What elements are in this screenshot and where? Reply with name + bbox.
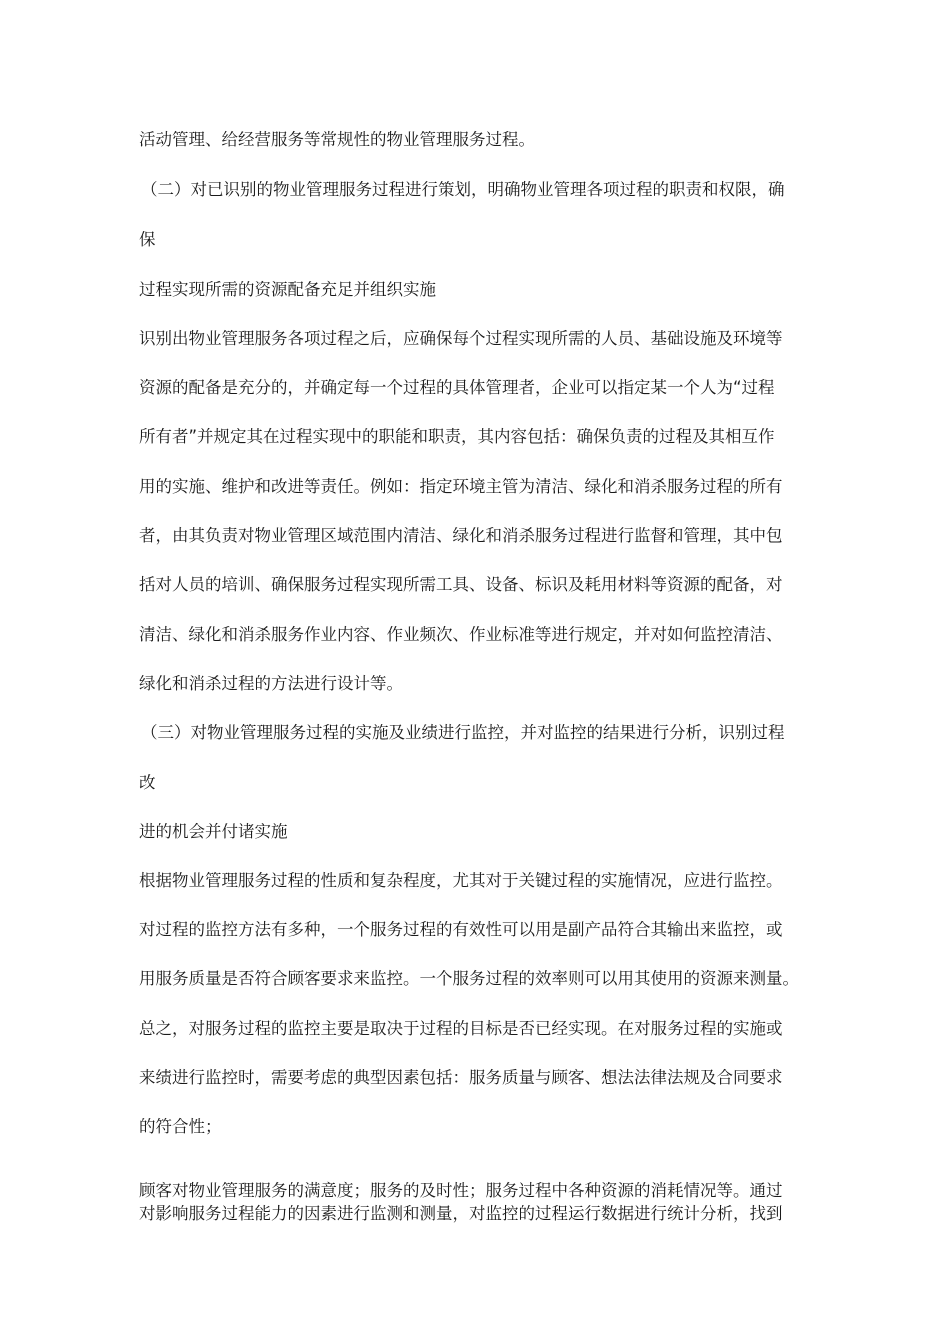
text-line: 活动管理、给经营服务等常规性的物业管理服务过程。: [139, 130, 535, 149]
text-line: 用服务质量是否符合顾客要求来监控。一个服务过程的效率则可以用其使用的资源来测量。: [139, 969, 799, 988]
text-line: 过程实现所需的资源配备充足并组织实施: [139, 280, 436, 299]
text-line: 括对人员的培训、确保服务过程实现所需工具、设备、标识及耗用材料等资源的配备，对: [139, 575, 783, 594]
text-line: 改: [139, 773, 156, 792]
text-line: 者，由其负责对物业管理区域范围内清洁、绿化和消杀服务过程进行监督和管理，其中包: [139, 526, 783, 545]
text-line: 所有者”并规定其在过程实现中的职能和职责，其内容包括：确保负责的过程及其相互作: [139, 427, 775, 446]
text-line: 来绩进行监控时，需要考虑的典型因素包括：服务质量与顾客、想法法律法规及合同要求: [139, 1068, 783, 1087]
section-heading: （三）对物业管理服务过程的实施及业绩进行监控，并对监控的结果进行分析，识别过程: [141, 723, 785, 742]
text-line: 识别出物业管理服务各项过程之后，应确保每个过程实现所需的人员、基础设施及环境等: [139, 329, 783, 348]
text-line: 的符合性；: [139, 1117, 222, 1136]
text-line: 对过程的监控方法有多种，一个服务过程的有效性可以用是副产品符合其输出来监控，或: [139, 920, 783, 939]
section-heading: （二）对已识别的物业管理服务过程进行策划，明确物业管理各项过程的职责和权限，确: [141, 180, 785, 199]
text-line: 用的实施、维护和改进等责任。例如：指定环境主管为清洁、绿化和消杀服务过程的所有: [139, 477, 783, 496]
text-line: 顾客对物业管理服务的满意度；服务的及时性；服务过程中各种资源的消耗情况等。通过: [139, 1181, 783, 1200]
text-line: 根据物业管理服务过程的性质和复杂程度，尤其对于关键过程的实施情况，应进行监控。: [139, 871, 783, 890]
text-line: 保: [139, 230, 156, 249]
text-line: 资源的配备是充分的，并确定每一个过程的具体管理者，企业可以指定某一个人为“过程: [139, 378, 775, 397]
text-line: 总之，对服务过程的监控主要是取决于过程的目标是否已经实现。在对服务过程的实施或: [139, 1019, 783, 1038]
text-line: 清洁、绿化和消杀服务作业内容、作业频次、作业标准等进行规定，并对如何监控清洁、: [139, 625, 783, 644]
text-line: 对影响服务过程能力的因素进行监测和测量，对监控的过程运行数据进行统计分析，找到: [139, 1204, 783, 1223]
text-line: 绿化和消杀过程的方法进行设计等。: [139, 674, 403, 693]
text-line: 进的机会并付诸实施: [139, 822, 288, 841]
